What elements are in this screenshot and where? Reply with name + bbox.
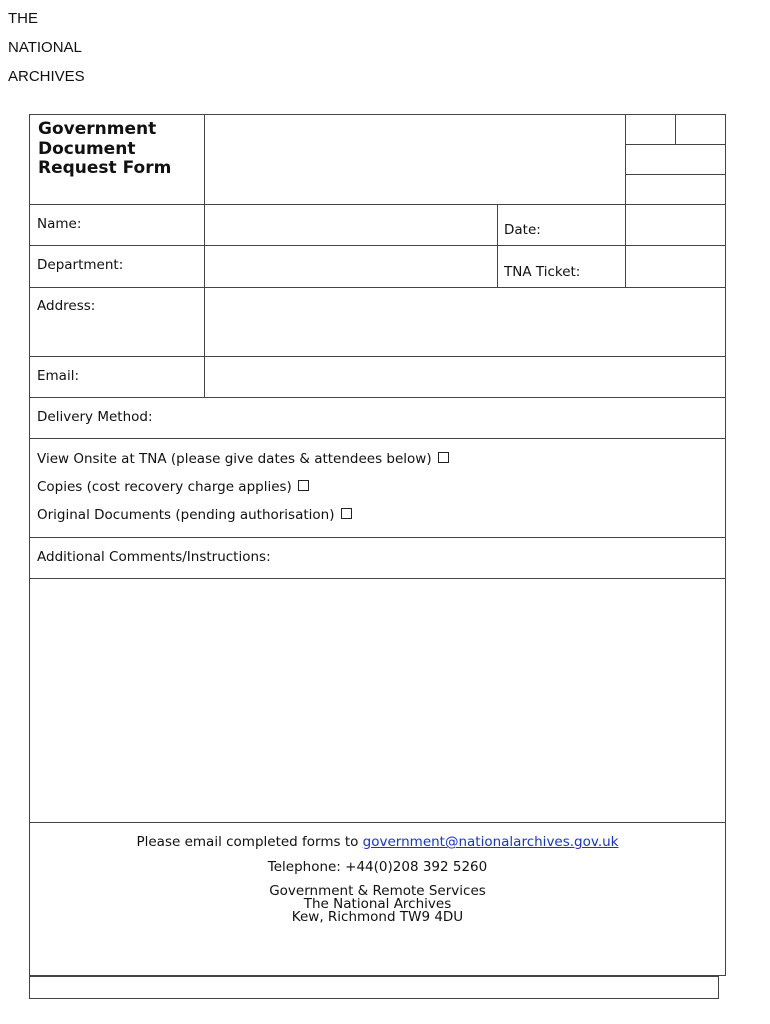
address-line: Government & Remote Services bbox=[269, 883, 486, 899]
additional-comments-field[interactable] bbox=[30, 579, 726, 822]
divider bbox=[30, 397, 725, 398]
address-field[interactable] bbox=[205, 288, 726, 356]
additional-comments-label: Additional Comments/Instructions: bbox=[37, 549, 271, 565]
address-line: The National Archives bbox=[303, 896, 452, 912]
department-field[interactable] bbox=[205, 246, 497, 287]
national-archives-logo bbox=[8, 4, 108, 91]
date-field[interactable] bbox=[626, 205, 726, 245]
telephone-text: Telephone: +44(0)208 392 5260 bbox=[267, 859, 488, 875]
name-field[interactable] bbox=[205, 205, 497, 245]
originals-checkbox[interactable] bbox=[341, 508, 352, 519]
name-label: Name: bbox=[37, 216, 82, 232]
reference-box[interactable] bbox=[626, 175, 726, 204]
tna-ticket-field[interactable] bbox=[626, 246, 726, 287]
email-field[interactable] bbox=[205, 357, 726, 397]
delivery-option-label: Original Documents (pending authorisation) bbox=[37, 507, 335, 523]
divider bbox=[30, 537, 725, 538]
delivery-option-label: View Onsite at TNA (please give dates & attendees below) bbox=[37, 451, 432, 467]
email-label: Email: bbox=[37, 368, 80, 384]
delivery-option-copies bbox=[37, 473, 717, 501]
reference-box[interactable] bbox=[626, 115, 675, 144]
divider bbox=[30, 438, 725, 439]
bottom-strip bbox=[29, 976, 719, 999]
form-title-line: Request Form bbox=[38, 158, 172, 178]
department-label: Department: bbox=[37, 257, 124, 273]
email-link[interactable]: government@nationalarchives.gov.uk bbox=[362, 834, 619, 850]
logo-line: THE bbox=[8, 10, 38, 27]
reference-box[interactable] bbox=[626, 145, 726, 174]
postal-address bbox=[30, 885, 725, 924]
delivery-options bbox=[37, 445, 717, 529]
title-field-box[interactable] bbox=[205, 115, 625, 204]
form-footer bbox=[30, 823, 725, 924]
document-request-form bbox=[29, 114, 726, 976]
form-title-line: Document bbox=[38, 138, 136, 159]
copies-checkbox[interactable] bbox=[298, 480, 309, 491]
delivery-option-onsite bbox=[37, 445, 717, 473]
tna-ticket-label: TNA Ticket: bbox=[504, 264, 581, 280]
email-instruction bbox=[30, 834, 725, 850]
form-title bbox=[38, 120, 203, 179]
logo-line: NATIONAL bbox=[8, 39, 82, 56]
form-title-line: Government bbox=[38, 119, 157, 139]
reference-box[interactable] bbox=[676, 115, 726, 144]
address-label: Address: bbox=[37, 298, 96, 314]
delivery-option-originals bbox=[37, 501, 717, 529]
delivery-option-label: Copies (cost recovery charge applies) bbox=[37, 479, 292, 495]
date-label: Date: bbox=[504, 222, 541, 238]
delivery-method-label: Delivery Method: bbox=[37, 409, 153, 425]
logo-line: ARCHIVES bbox=[8, 68, 85, 85]
email-instruction-text: Please email completed forms to bbox=[136, 834, 363, 850]
address-line: Kew, Richmond TW9 4DU bbox=[291, 909, 464, 925]
onsite-checkbox[interactable] bbox=[438, 452, 449, 463]
